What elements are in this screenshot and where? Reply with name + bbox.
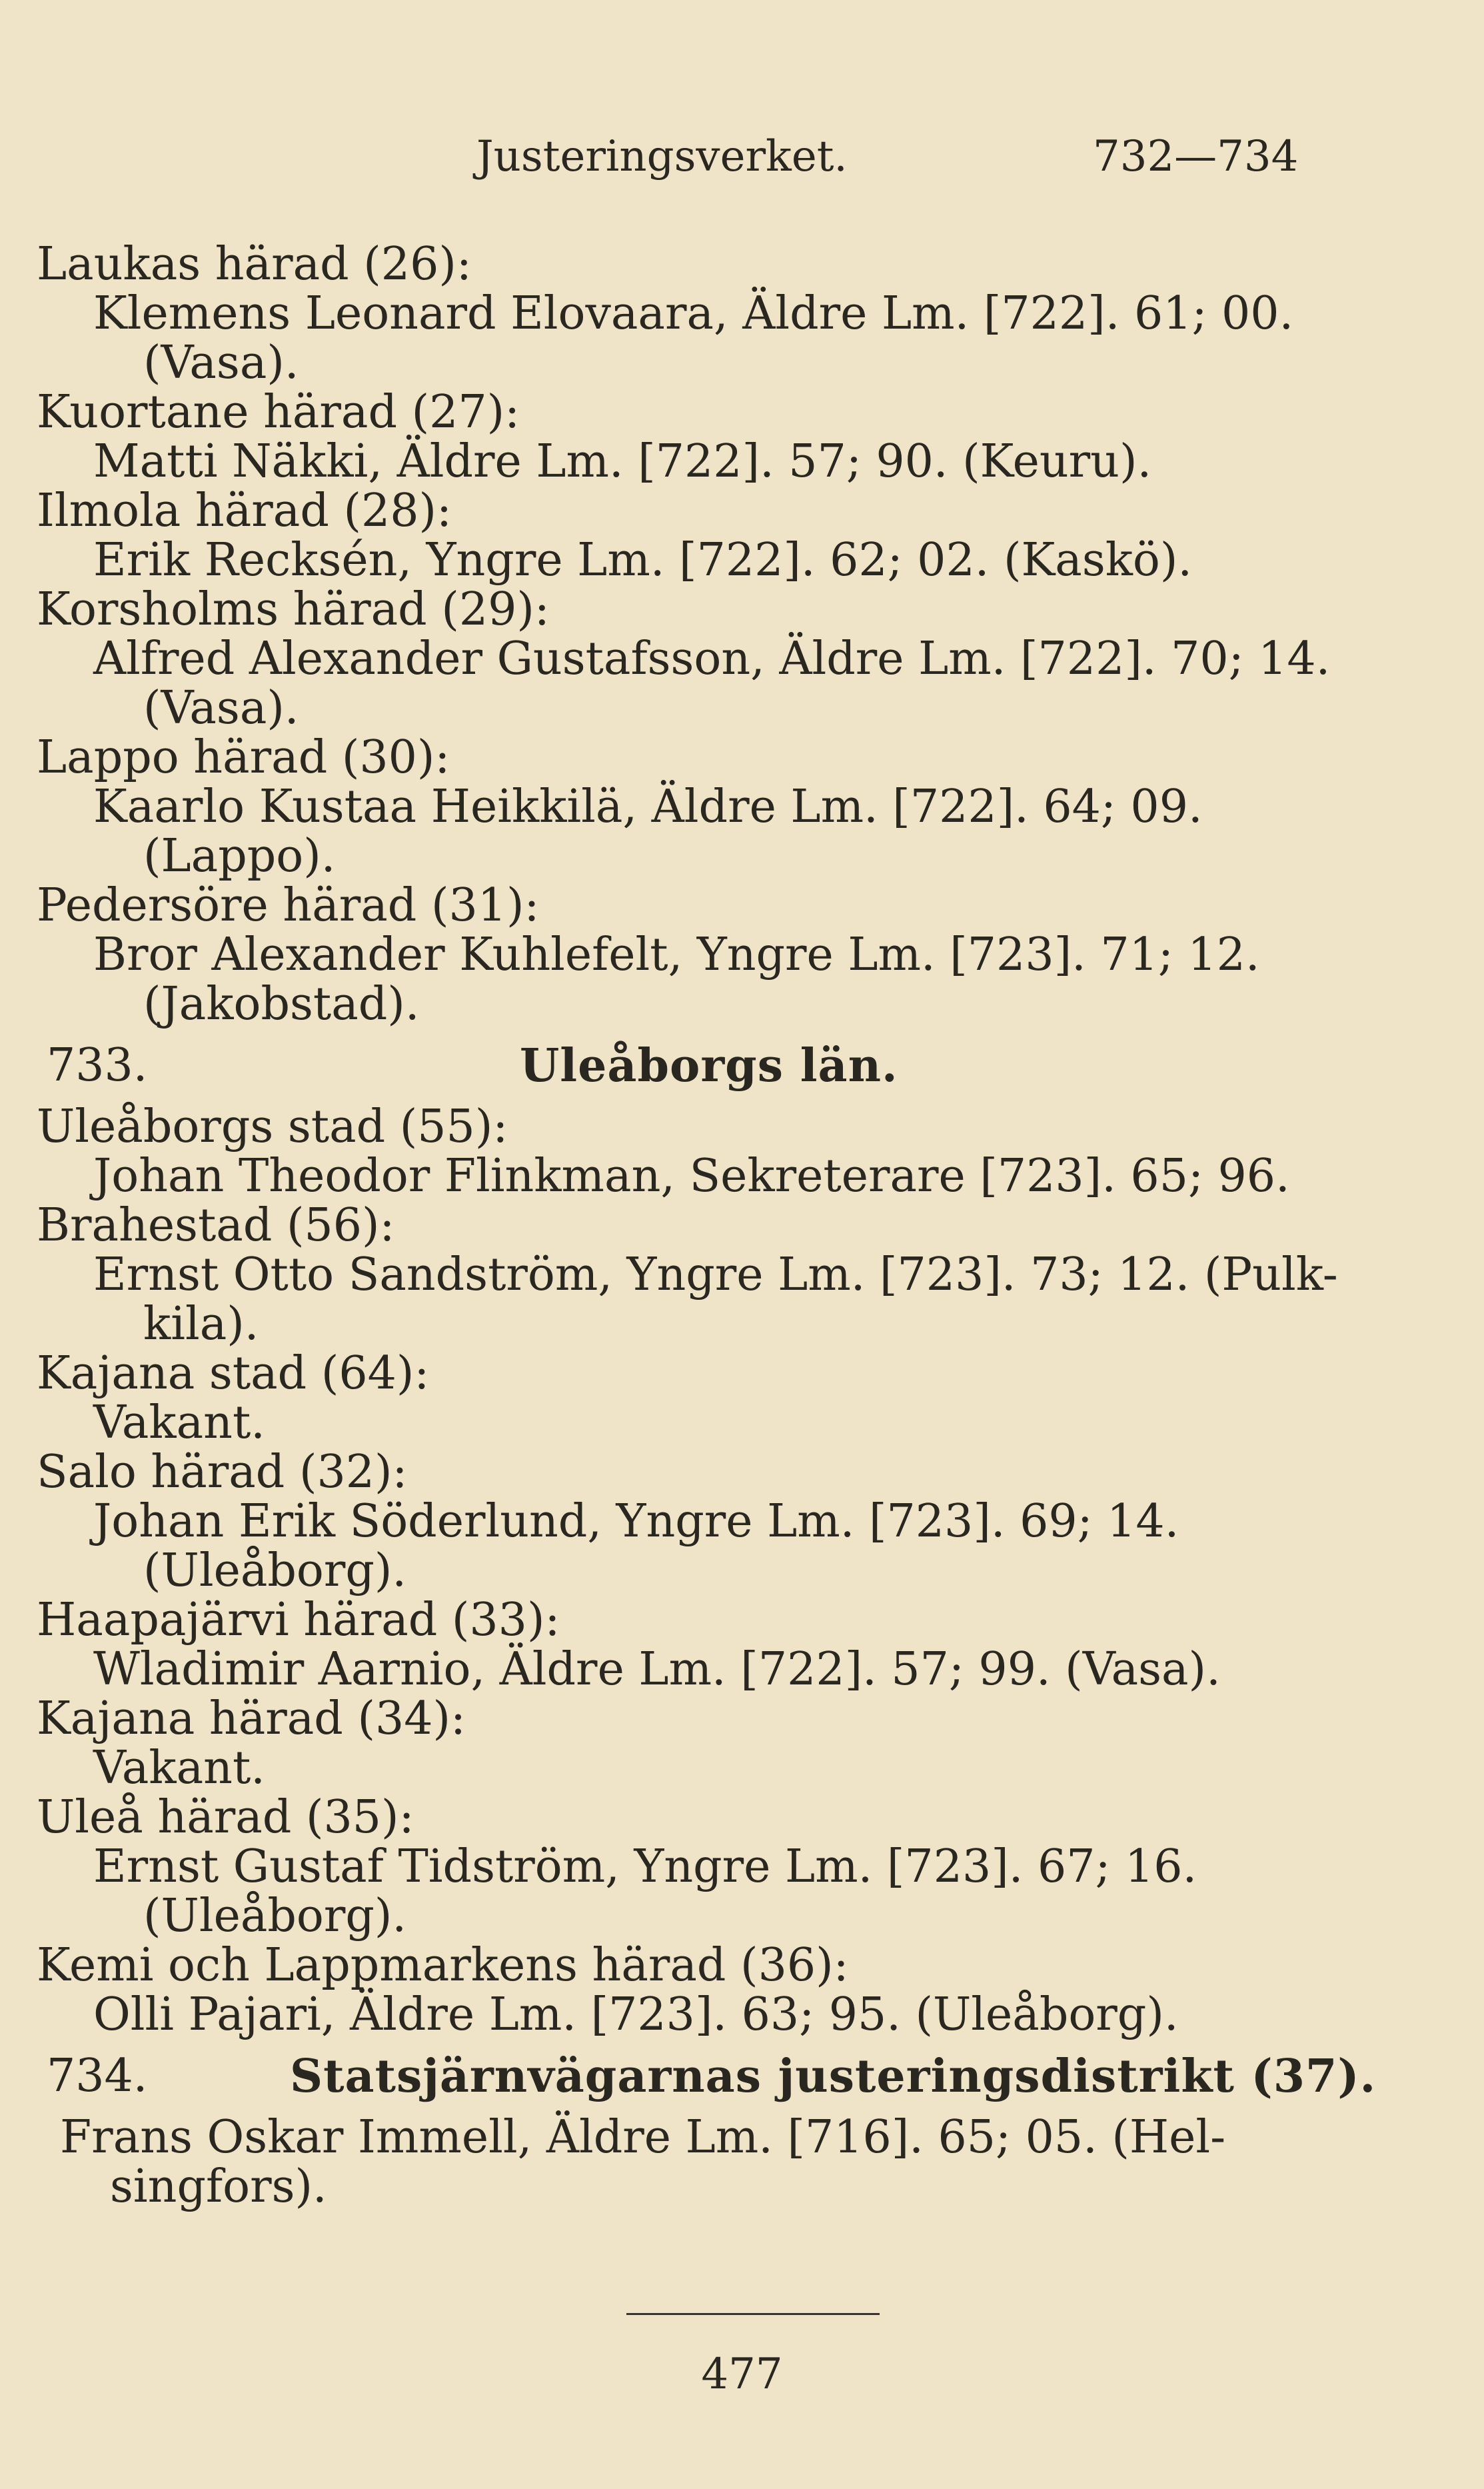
official-line: Olli Pajari, Äldre Lm. [723]. 63; 95. (Uleåborg). bbox=[93, 1988, 1179, 2041]
entry-kemi bbox=[0, 1941, 1484, 2040]
official-line: Alfred Alexander Gustafsson, Äldre Lm. [722]. 70; 14. bbox=[93, 633, 1331, 685]
section-title: Uleåborgs län. bbox=[520, 1039, 898, 1093]
official-line: Wladimir Aarnio, Äldre Lm. [722]. 57; 99. (Vasa). bbox=[93, 1643, 1221, 1696]
official-line: Vakant. bbox=[93, 1742, 265, 1794]
entry-laukas bbox=[0, 240, 1484, 388]
entry-haapajarvi bbox=[0, 1596, 1484, 1694]
page-content bbox=[0, 240, 1484, 2212]
official-line: Klemens Leonard Elovaara, Äldre Lm. [722]. 61; 00. bbox=[93, 287, 1294, 340]
district-heading: Ilmola härad (28): bbox=[37, 485, 452, 537]
section-734-entries bbox=[0, 2113, 1484, 2212]
continuation-line: (Uleåborg). bbox=[143, 1890, 407, 1942]
continuation-line: (Uleåborg). bbox=[143, 1544, 407, 1597]
header-title: Justeringsverket. bbox=[476, 132, 848, 181]
district-heading: Korsholms härad (29): bbox=[37, 583, 550, 636]
section-number: 734. bbox=[47, 2050, 148, 2102]
entry-ilmola bbox=[0, 487, 1484, 585]
official-line: Matti Näkki, Äldre Lm. [722]. 57; 90. (Keuru). bbox=[93, 435, 1152, 488]
district-heading: Salo härad (32): bbox=[37, 1446, 408, 1498]
district-heading: Uleåborgs stad (55): bbox=[37, 1101, 508, 1153]
district-heading: Kemi och Lappmarkens härad (36): bbox=[37, 1939, 849, 1992]
official-line: Ernst Otto Sandström, Yngre Lm. [723]. 73; 12. (Pulk- bbox=[93, 1248, 1338, 1301]
district-heading: Kuortane härad (27): bbox=[37, 386, 520, 439]
entry-lappo bbox=[0, 733, 1484, 881]
section-732-entries bbox=[0, 240, 1484, 1029]
district-heading: Laukas härad (26): bbox=[37, 238, 472, 291]
official-line: Ernst Gustaf Tidström, Yngre Lm. [723]. 67; 16. bbox=[93, 1840, 1197, 1893]
official-line: Vakant. bbox=[93, 1396, 265, 1449]
entry-uleaborgs-stad bbox=[0, 1103, 1484, 1201]
entry-ulea bbox=[0, 1793, 1484, 1941]
district-heading: Kajana stad (64): bbox=[37, 1347, 430, 1400]
page-number: 477 bbox=[701, 2350, 783, 2399]
section-title: Statsjärnvägarnas justeringsdistrikt (37). bbox=[290, 2050, 1377, 2103]
continuation-line: (Lappo). bbox=[143, 830, 336, 883]
official-line: Johan Theodor Flinkman, Sekreterare [723]. 65; 96. bbox=[93, 1150, 1290, 1203]
section-number: 733. bbox=[47, 1039, 148, 1092]
district-heading: Uleå härad (35): bbox=[37, 1791, 414, 1844]
entry-salo bbox=[0, 1448, 1484, 1596]
header-section-range: 732—734 bbox=[1093, 132, 1299, 181]
district-heading: Pedersöre härad (31): bbox=[37, 879, 540, 932]
entry-pedersore bbox=[0, 881, 1484, 1029]
official-line: Erik Recksén, Yngre Lm. [722]. 62; 02. (Kaskö). bbox=[93, 534, 1192, 587]
section-734-heading bbox=[0, 2040, 1484, 2113]
official-line: Frans Oskar Immell, Äldre Lm. [716]. 65; 05. (Hel- bbox=[60, 2111, 1226, 2164]
continuation-line: (Vasa). bbox=[143, 682, 299, 735]
district-heading: Lappo härad (30): bbox=[37, 731, 450, 784]
section-733-heading bbox=[0, 1029, 1484, 1103]
continuation-line: (Jakobstad). bbox=[143, 978, 420, 1031]
district-heading: Kajana härad (34): bbox=[37, 1692, 466, 1745]
district-heading: Brahestad (56): bbox=[37, 1199, 395, 1252]
official-line: Bror Alexander Kuhlefelt, Yngre Lm. [723]. 71; 12. bbox=[93, 929, 1260, 981]
entry-kajana-harad bbox=[0, 1694, 1484, 1793]
section-733-entries bbox=[0, 1103, 1484, 2040]
continuation-line: kila). bbox=[143, 1298, 259, 1350]
continuation-line: (Vasa). bbox=[143, 337, 299, 389]
entry-korsholm bbox=[0, 585, 1484, 733]
district-heading: Haapajärvi härad (33): bbox=[37, 1594, 560, 1646]
entry-kuortane bbox=[0, 388, 1484, 487]
entry-kajana-stad bbox=[0, 1349, 1484, 1448]
footer-rule bbox=[626, 2313, 880, 2315]
running-header bbox=[0, 127, 1484, 187]
entry-brahestad bbox=[0, 1201, 1484, 1349]
official-line: Kaarlo Kustaa Heikkilä, Äldre Lm. [722]. 64; 09. bbox=[93, 781, 1203, 833]
continuation-line: singfors). bbox=[110, 2160, 327, 2213]
official-line: Johan Erik Söderlund, Yngre Lm. [723]. 69; 14. bbox=[93, 1495, 1179, 1548]
